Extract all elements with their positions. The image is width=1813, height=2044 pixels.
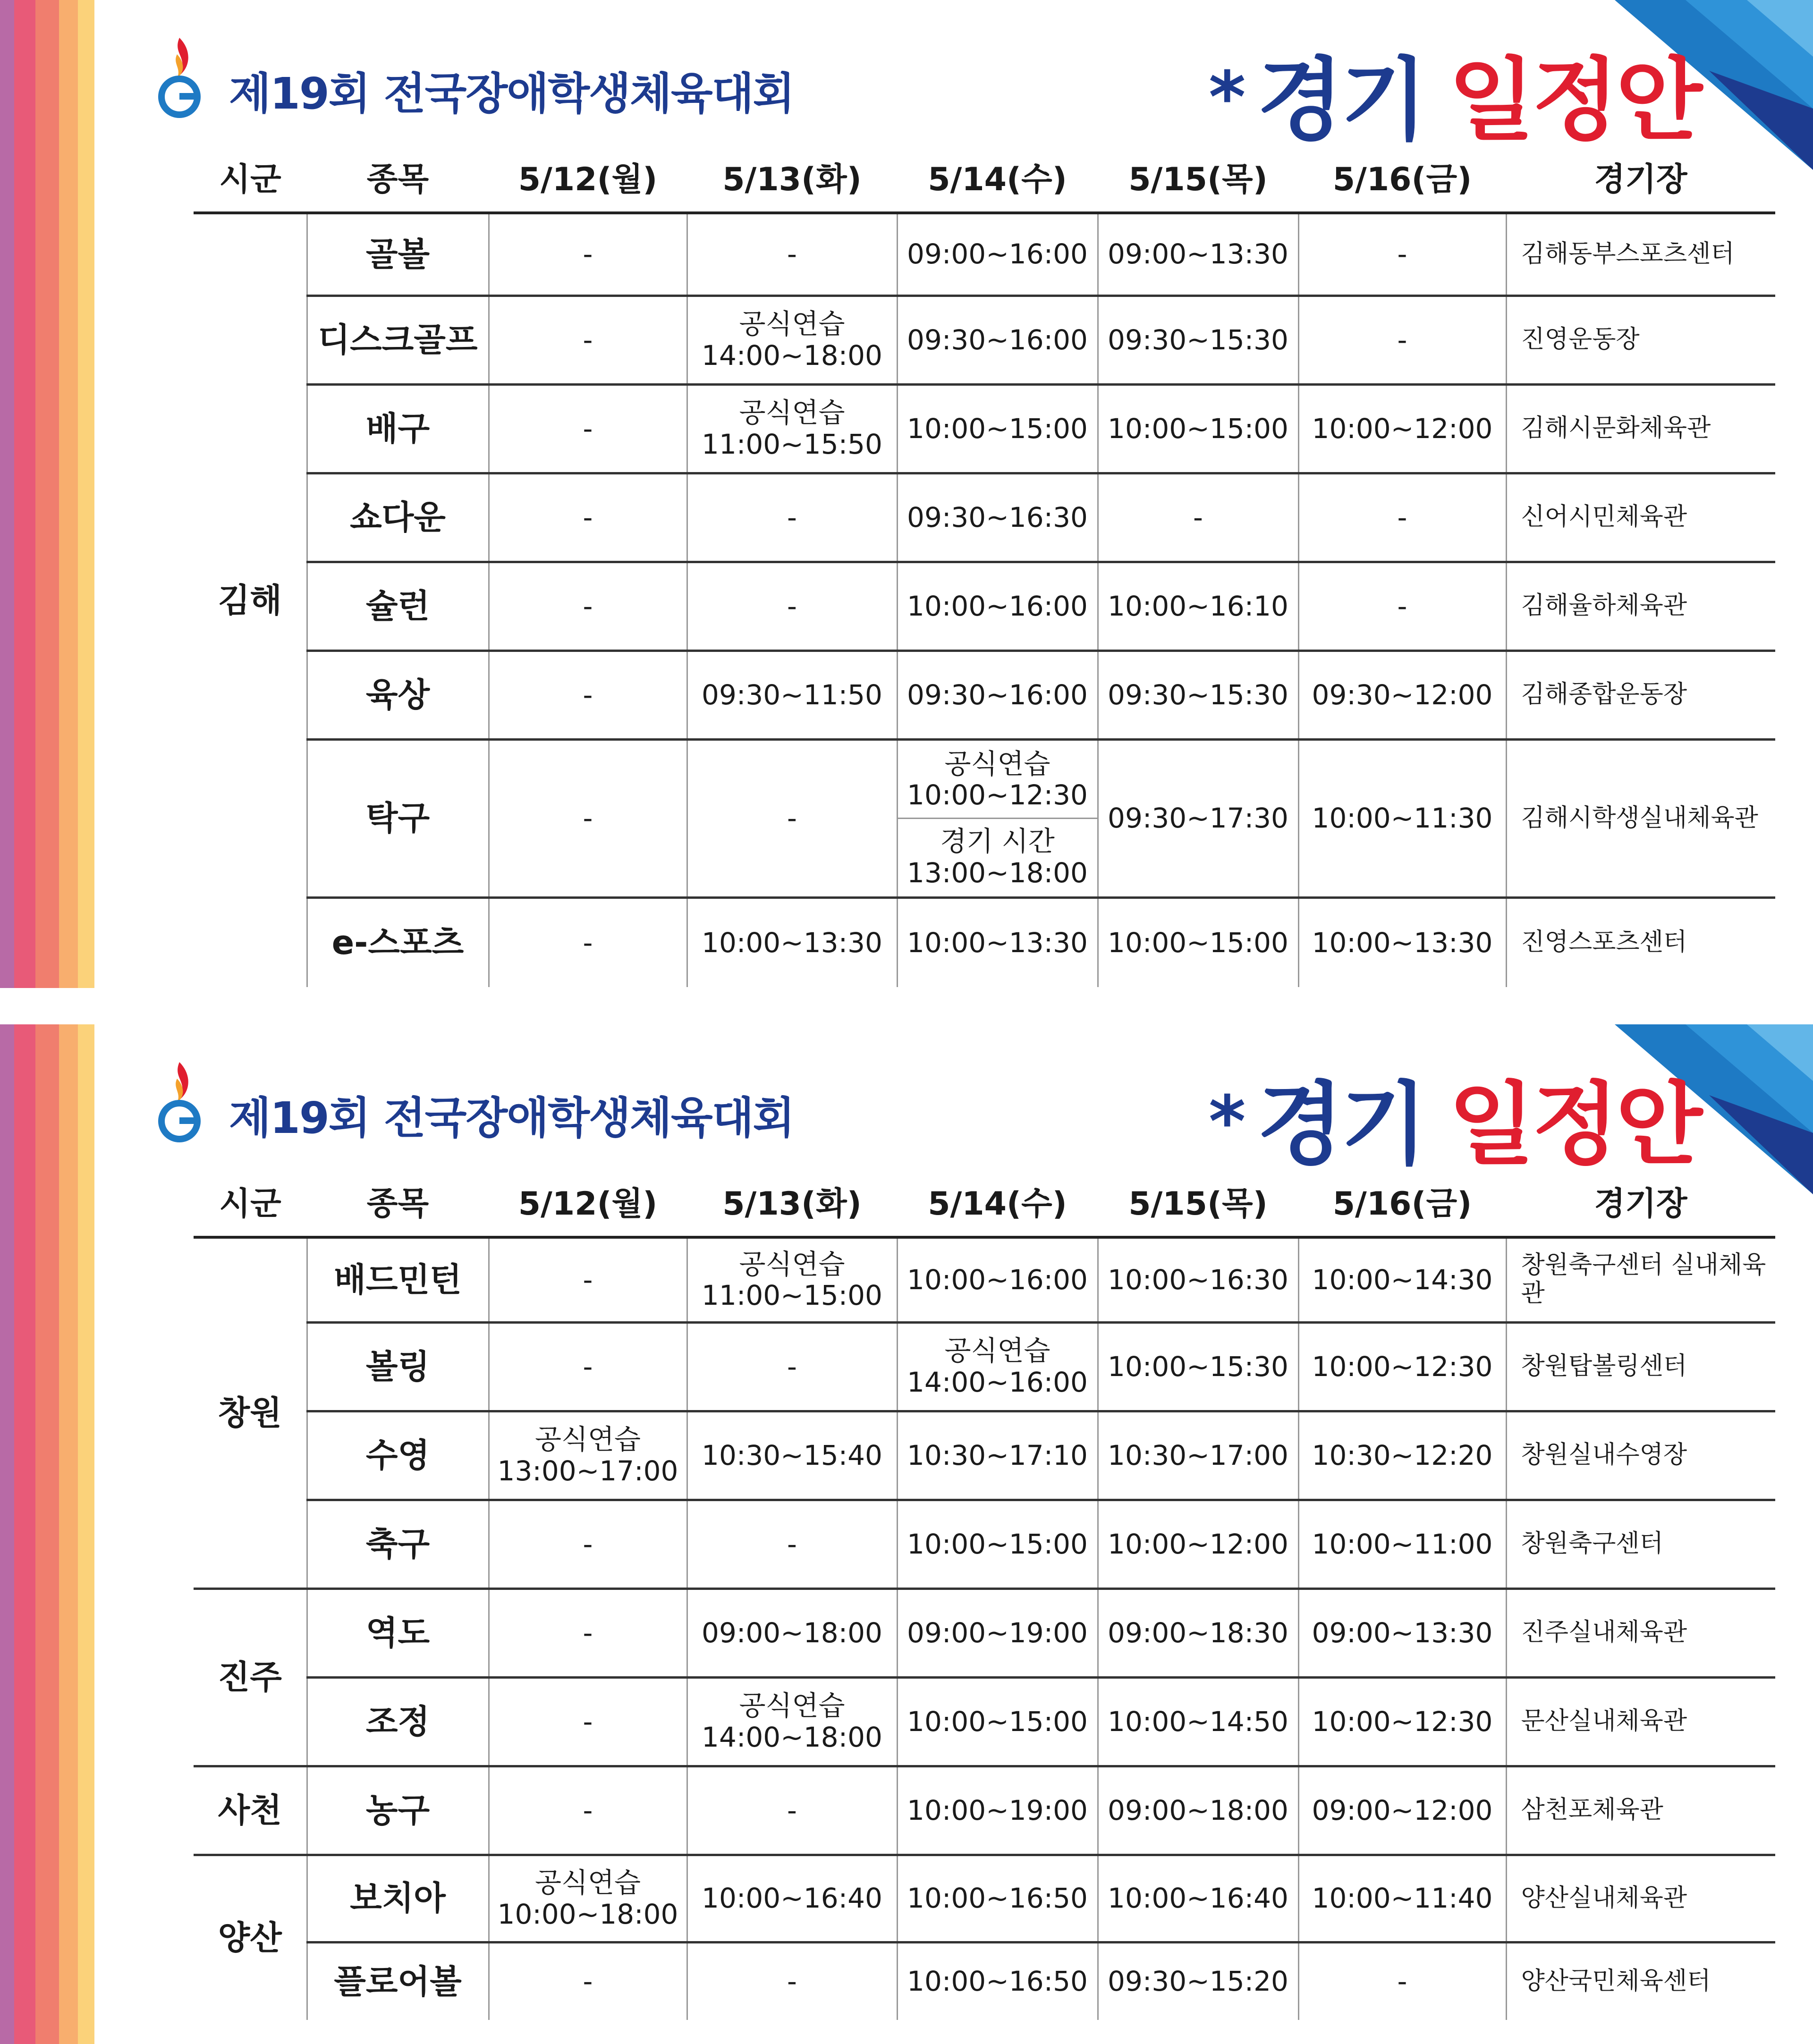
practice-label: 공식연습 — [944, 747, 1051, 780]
schedule-cell: - — [1298, 296, 1506, 384]
practice-label: 공식연습 — [739, 308, 845, 340]
venue-cell: 창원축구센터 — [1506, 1500, 1775, 1588]
schedule-cell: - — [687, 1766, 897, 1855]
venue-cell: 김해시학생실내체육관 — [1506, 739, 1775, 897]
schedule-cell: 10:00~15:00 — [1098, 384, 1298, 473]
table-header-row — [194, 1166, 1775, 1237]
venue-cell: 김해종합운동장 — [1506, 650, 1775, 739]
schedule-cell: - — [687, 1500, 897, 1588]
page-title — [1209, 28, 1700, 157]
time-range: 13:00~17:00 — [497, 1455, 678, 1487]
sport-cell: 탁구 — [307, 739, 489, 897]
schedule-cell: - — [687, 473, 897, 562]
header-date-5: 5/16(금) — [1298, 1166, 1506, 1237]
schedule-cell: 10:00~11:00 — [1298, 1500, 1506, 1588]
venue-cell: 진영스포츠센터 — [1521, 928, 1687, 957]
schedule-cell: 10:00~15:00 — [1098, 897, 1298, 987]
schedule-cell: 09:30~16:30 — [897, 473, 1098, 562]
table-row — [194, 1588, 1775, 1677]
schedule-cell: 10:00~13:30 — [687, 897, 897, 987]
schedule-cell: 10:00~11:30 — [1298, 739, 1506, 897]
table-header-row — [194, 142, 1775, 213]
venue-cell: 문산실내체육관 — [1506, 1677, 1775, 1766]
schedule-cell: 10:00~16:30 — [1098, 1237, 1298, 1322]
schedule-cell: 09:30~15:30 — [1098, 650, 1298, 739]
title-part-2: 일정안 — [1448, 1073, 1700, 1177]
schedule-page-2 — [0, 1024, 1813, 2044]
table-row — [194, 1677, 1775, 1766]
header-date-2: 5/13(화) — [687, 1166, 897, 1237]
schedule-cell: - — [687, 213, 897, 296]
schedule-cell: 09:30~16:00 — [897, 296, 1098, 384]
schedule-cell: 10:00~12:00 — [1298, 384, 1506, 473]
schedule-cell: - — [489, 739, 687, 897]
schedule-cell: - — [489, 1500, 687, 1588]
schedule-cell: 10:00~11:40 — [1298, 1855, 1506, 1942]
schedule-cell: - — [489, 473, 687, 562]
schedule-cell: - — [1298, 473, 1506, 562]
header-city: 시군 — [194, 142, 307, 213]
schedule-cell: 10:00~12:00 — [1098, 1500, 1298, 1588]
venue-cell: 양산실내체육관 — [1506, 1855, 1775, 1942]
schedule-table-2 — [194, 1166, 1775, 2020]
schedule-cell: 10:00~13:30 — [897, 897, 1098, 987]
schedule-cell: 09:00~18:30 — [1098, 1588, 1298, 1677]
page-gap — [0, 988, 1813, 1024]
schedule-cell: 09:30~15:30 — [1098, 296, 1298, 384]
city-cell: 김해 — [194, 213, 307, 987]
schedule-cell: 10:00~14:30 — [1298, 1237, 1506, 1322]
schedule-cell: - — [1098, 473, 1298, 562]
schedule-cell: 10:00~14:50 — [1098, 1677, 1298, 1766]
sport-cell: 플로어볼 — [307, 1942, 489, 2020]
schedule-cell: 09:00~13:30 — [1098, 213, 1298, 296]
schedule-cell: - — [1298, 562, 1506, 650]
table-row — [194, 1237, 1775, 1322]
city-cell: 창원 — [194, 1237, 307, 1588]
event-title: 제19회 전국장애학생체육대회 — [229, 1093, 794, 1143]
schedule-cell: - — [1298, 1942, 1506, 2020]
sport-cell: 보치아 — [307, 1855, 489, 1942]
venue-cell: 김해동부스포츠센터 — [1506, 213, 1775, 296]
header-date-4: 5/15(목) — [1098, 142, 1298, 213]
venue-cell: 창원탑볼링센터 — [1506, 1322, 1775, 1411]
schedule-cell: 10:00~16:50 — [897, 1855, 1098, 1942]
match-time-label: 경기 시간 — [940, 825, 1055, 857]
schedule-cell: 10:30~12:20 — [1298, 1411, 1506, 1500]
event-logo-icon — [158, 1060, 201, 1145]
title-part-2: 일정안 — [1448, 48, 1700, 152]
schedule-cell: 10:00~12:30 — [1298, 1677, 1506, 1766]
schedule-cell: 10:00~12:30 — [1298, 1322, 1506, 1411]
table-row — [194, 562, 1775, 650]
schedule-cell: 10:30~17:10 — [897, 1411, 1098, 1500]
venue-cell: 김해율하체육관 — [1506, 562, 1775, 650]
schedule-cell — [687, 1237, 897, 1322]
venue-cell: 양산국민체육센터 — [1521, 1967, 1711, 1995]
schedule-cell: - — [687, 1942, 897, 2020]
sport-cell: 디스크골프 — [307, 296, 489, 384]
schedule-cell — [687, 384, 897, 473]
header-date-1: 5/12(월) — [489, 142, 687, 213]
sport-cell: 골볼 — [307, 213, 489, 296]
schedule-cell: - — [489, 1322, 687, 1411]
schedule-cell: 10:00~16:40 — [1098, 1855, 1298, 1942]
table-row — [194, 1766, 1775, 1855]
title-star: * — [1209, 1081, 1243, 1163]
schedule-table-1 — [194, 142, 1775, 987]
sport-cell: 조정 — [307, 1677, 489, 1766]
practice-label: 공식연습 — [739, 1689, 845, 1722]
title-part-1: 경기 — [1257, 48, 1425, 152]
schedule-cell: - — [687, 739, 897, 897]
decorative-stripes — [0, 1024, 94, 2044]
page-title — [1209, 1053, 1700, 1182]
sport-cell: 역도 — [307, 1588, 489, 1677]
city-cell: 양산 — [194, 1855, 307, 2020]
schedule-cell: 10:30~17:00 — [1098, 1411, 1298, 1500]
sport-cell: 볼링 — [307, 1322, 489, 1411]
venue-cell: 진주실내체육관 — [1506, 1588, 1775, 1677]
schedule-cell: - — [489, 384, 687, 473]
venue-cell: 진영운동장 — [1506, 296, 1775, 384]
venue-cell: 신어시민체육관 — [1506, 473, 1775, 562]
header-date-5: 5/16(금) — [1298, 142, 1506, 213]
schedule-cell: - — [489, 562, 687, 650]
sport-cell: 축구 — [307, 1500, 489, 1588]
city-cell: 진주 — [194, 1588, 307, 1766]
venue-cell: 삼천포체육관 — [1506, 1766, 1775, 1855]
schedule-cell: 10:00~16:50 — [897, 1942, 1098, 2020]
schedule-cell-split — [897, 739, 1098, 897]
schedule-cell: - — [489, 650, 687, 739]
schedule-cell — [897, 1322, 1098, 1411]
schedule-cell: 10:00~15:00 — [897, 1677, 1098, 1766]
schedule-cell: - — [489, 897, 687, 987]
table-row — [194, 739, 1775, 897]
schedule-cell: 10:00~19:00 — [897, 1766, 1098, 1855]
schedule-cell: 10:00~16:00 — [897, 1237, 1098, 1322]
sport-cell: 농구 — [307, 1766, 489, 1855]
table-row — [194, 473, 1775, 562]
header-date-3: 5/14(수) — [897, 1166, 1098, 1237]
header-date-2: 5/13(화) — [687, 142, 897, 213]
table-row — [194, 650, 1775, 739]
table-row — [194, 897, 1775, 987]
schedule-cell: 09:30~16:00 — [897, 650, 1098, 739]
schedule-cell: 10:00~13:30 — [1298, 897, 1506, 987]
table-row — [194, 1500, 1775, 1588]
event-logo-icon — [158, 35, 201, 120]
schedule-cell: 09:30~15:20 — [1098, 1942, 1298, 2020]
schedule-cell: - — [489, 1766, 687, 1855]
schedule-cell: 09:00~18:00 — [1098, 1766, 1298, 1855]
schedule-cell: 09:30~12:00 — [1298, 650, 1506, 739]
schedule-cell — [489, 1411, 687, 1500]
schedule-cell: - — [489, 1677, 687, 1766]
schedule-cell — [687, 1677, 897, 1766]
venue-cell: 김해시문화체육관 — [1506, 384, 1775, 473]
time-range: 14:00~16:00 — [907, 1366, 1088, 1398]
table-row — [194, 296, 1775, 384]
schedule-cell: - — [687, 562, 897, 650]
practice-label: 공식연습 — [944, 1335, 1051, 1367]
schedule-cell: 10:00~16:10 — [1098, 562, 1298, 650]
schedule-cell: 10:00~15:30 — [1098, 1322, 1298, 1411]
header-date-1: 5/12(월) — [489, 1166, 687, 1237]
practice-label: 공식연습 — [739, 397, 845, 429]
sport-cell: 배구 — [307, 384, 489, 473]
schedule-cell: 09:00~18:00 — [687, 1588, 897, 1677]
table-row — [194, 213, 1775, 296]
schedule-cell: - — [489, 213, 687, 296]
time-range: 10:00~18:00 — [497, 1898, 678, 1930]
schedule-cell: 09:00~16:00 — [897, 213, 1098, 296]
header-venue: 경기장 — [1506, 1166, 1775, 1237]
header-venue: 경기장 — [1506, 142, 1775, 213]
header-date-4: 5/15(목) — [1098, 1166, 1298, 1237]
time-range: 13:00~18:00 — [907, 856, 1088, 889]
practice-label: 공식연습 — [534, 1423, 641, 1456]
event-title: 제19회 전국장애학생체육대회 — [229, 68, 794, 119]
sport-cell: 배드민턴 — [307, 1237, 489, 1322]
schedule-cell: - — [489, 1237, 687, 1322]
header-sport: 종목 — [307, 1166, 489, 1237]
schedule-cell — [687, 296, 897, 384]
venue-cell: 창원축구센터 실내체육관 — [1506, 1237, 1775, 1322]
table-row — [194, 1855, 1775, 1942]
time-range: 11:00~15:00 — [702, 1279, 882, 1312]
schedule-cell: 10:00~16:00 — [897, 562, 1098, 650]
sport-cell: 쇼다운 — [307, 473, 489, 562]
sport-cell: 슐런 — [307, 562, 489, 650]
time-range: 14:00~18:00 — [702, 1721, 882, 1753]
schedule-cell: 09:30~11:50 — [687, 650, 897, 739]
schedule-cell — [489, 1855, 687, 1942]
schedule-cell: - — [489, 1942, 687, 2020]
schedule-cell: - — [489, 1588, 687, 1677]
schedule-cell: 09:00~12:00 — [1298, 1766, 1506, 1855]
schedule-cell: 10:00~16:40 — [687, 1855, 897, 1942]
header-date-3: 5/14(수) — [897, 142, 1098, 213]
schedule-page-1 — [0, 0, 1813, 988]
schedule-cell: 09:00~13:30 — [1298, 1588, 1506, 1677]
schedule-cell: 10:00~15:00 — [897, 1500, 1098, 1588]
header-sport: 종목 — [307, 142, 489, 213]
practice-label: 공식연습 — [534, 1866, 641, 1899]
schedule-cell: 10:00~15:00 — [897, 384, 1098, 473]
decorative-stripes — [0, 0, 94, 988]
title-part-1: 경기 — [1257, 1073, 1425, 1177]
city-cell: 사천 — [194, 1766, 307, 1855]
time-range: 11:00~15:50 — [702, 428, 882, 460]
schedule-cell: - — [687, 1322, 897, 1411]
sport-cell: 수영 — [307, 1411, 489, 1500]
header-city: 시군 — [194, 1166, 307, 1237]
table-row — [194, 1322, 1775, 1411]
schedule-cell: - — [489, 296, 687, 384]
time-range: 10:00~12:30 — [907, 779, 1088, 811]
time-range: 14:00~18:00 — [702, 339, 882, 372]
table-row — [194, 1942, 1775, 2020]
title-star: * — [1209, 57, 1243, 139]
sport-cell: 육상 — [307, 650, 489, 739]
schedule-cell: 09:30~17:30 — [1098, 739, 1298, 897]
venue-cell: 창원실내수영장 — [1506, 1411, 1775, 1500]
table-row — [194, 384, 1775, 473]
schedule-cell: 09:00~19:00 — [897, 1588, 1098, 1677]
schedule-cell: - — [1298, 213, 1506, 296]
schedule-cell: 10:30~15:40 — [687, 1411, 897, 1500]
practice-label: 공식연습 — [739, 1248, 845, 1280]
sport-cell: e-스포츠 — [307, 897, 489, 987]
table-row — [194, 1411, 1775, 1500]
